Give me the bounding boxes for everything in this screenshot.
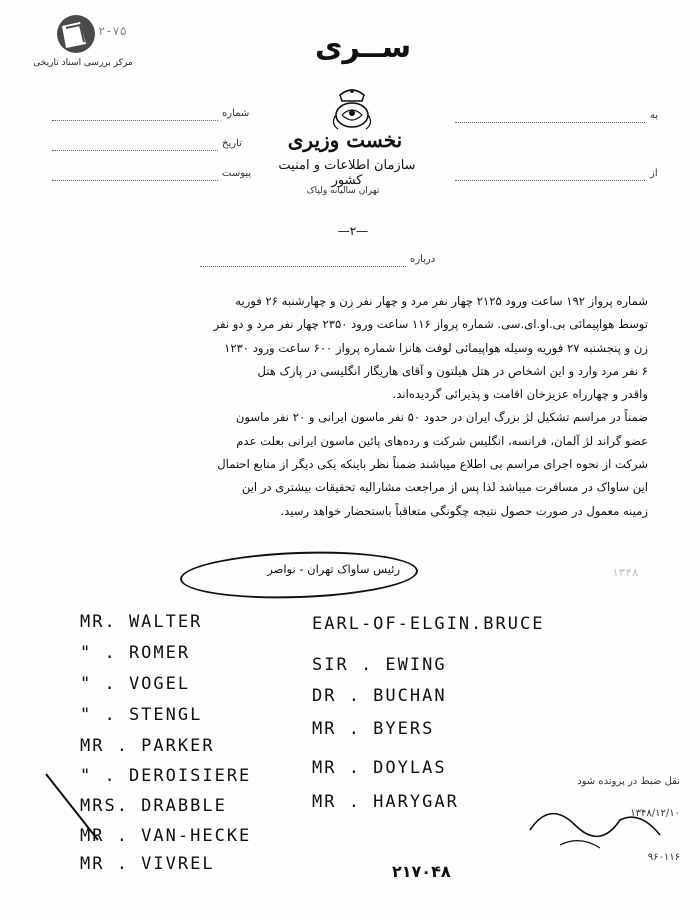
name-entry: MR . VIVREL: [80, 854, 215, 874]
name-entry: EARL-OF-ELGIN.BRUCE: [312, 614, 545, 634]
body-line: زمینه معمول در صورت حصول نتیجه چگونگی متعاقباً باستحضار خواهد رسید.: [280, 503, 648, 518]
organization-location: تهران سالیانه ولپاک: [306, 186, 380, 196]
name-entry: " . ROMER: [80, 643, 191, 663]
body-line: توسط هواپیمائی بی.او.ای.سی. شماره پرواز ۱۱۶ ساعت ورود ۲۳۵۰ چهار نفر مرد و دو نفر: [213, 317, 648, 332]
body-line: واقدر و چهارراه عزیزخان اقامت و پذیرائی گردیده‌اند.: [392, 387, 648, 402]
document-archive-logo: [52, 14, 100, 56]
date-field-label: تاریخ: [222, 138, 242, 149]
name-entry: MR . PARKER: [80, 736, 215, 756]
from-field-line: [455, 180, 645, 181]
document-number-stamp: ۲-۷۵: [98, 24, 127, 38]
name-entry: MR . DOYLAS: [312, 758, 447, 778]
name-entry: " . DEROISIERE: [80, 766, 252, 786]
organization-subtitle: سازمان اطلاعات و امنیت کشور: [278, 158, 416, 188]
number-field-label: شماره: [222, 108, 250, 119]
name-entry: DR . BUCHAN: [312, 686, 447, 706]
attachment-field-line: [52, 180, 218, 181]
name-entry: MR . HARYGAR: [312, 792, 459, 812]
faint-margin-note: ۱۳۴۸: [612, 566, 639, 579]
organization-title: نخست وزیری: [287, 128, 403, 152]
signature-text: رئیس ساواک تهران - نواصر: [267, 562, 400, 576]
name-entry: MR. WALTER: [80, 612, 203, 632]
number-field-line: [52, 120, 218, 121]
subject-field-line: [200, 266, 406, 267]
subject-field-label: درباره: [410, 254, 436, 265]
name-entry: SIR . EWING: [312, 655, 447, 675]
body-line: عضو گراند لژ آلمان، فرانسه، انگلیس شرکت و رده‌های پائین ماسون ایرانی بعلت عدم: [236, 433, 648, 448]
to-field-label: به: [650, 110, 659, 121]
body-line: شماره پرواز ۱۹۲ ساعت ورود ۲۱۲۵ چهار نفر مرد و چهار نفر زن و چهارشنبه ۲۶ فوریه: [235, 294, 648, 308]
body-line: شرکت از نحوه اجرای مراسم بی اطلاع میباشند ضمناً نظر باینکه یکی دیگر از منابع احتمال: [217, 457, 648, 472]
body-line: ۶ نفر مرد وارد و این اشخاص در هتل هیلتون و آقای هاریگار انگلیسی در پارک هتل: [257, 363, 648, 378]
letter-body: [58, 290, 648, 523]
archive-caption: مرکز بررسی اسناد تاریخی: [33, 58, 133, 68]
name-entry: MRS. DRABBLE: [80, 796, 227, 816]
from-field-label: از: [650, 168, 658, 179]
classification-label: ســری: [315, 30, 412, 65]
name-entry: " . VOGEL: [80, 674, 191, 694]
name-entry: MR . VAN-HECKE: [80, 826, 252, 846]
handwritten-signature: [520, 790, 690, 860]
lion-and-sun-crown-emblem: [322, 85, 382, 133]
marginal-note-line1: نقل ضبط در پرونده شود: [577, 776, 680, 787]
page-marker: —۲—: [337, 224, 369, 238]
body-line: ضمناً در مراسم تشکیل لژ بزرگ ایران در حدود ۵۰ نفر ماسون ایرانی و ۲۰ نفر ماسون: [235, 410, 648, 425]
name-entry: MR . BYERS: [312, 719, 435, 739]
date-field-line: [52, 150, 218, 151]
body-line: این ساواک در مسافرت میباشد لذا پس از مراجعت مشارالیه تحقیقات بیشتری در این: [241, 480, 648, 495]
marginal-note-line2: ۱۳۴۸/۱۲/۱۰: [630, 808, 680, 819]
pen-stroke-mark: [40, 770, 120, 850]
reference-number: ۲۱۷۰۴۸: [392, 862, 451, 881]
name-entry: " . STENGL: [80, 705, 203, 725]
to-field-line: [455, 122, 645, 123]
marginal-note-line3: ۹۶۰۱۱۶: [647, 852, 680, 863]
attachment-field-label: پیوست: [222, 168, 252, 179]
body-line: زن و پنجشنبه ۲۷ فوریه وسیله هواپیمائی لوفت هانزا شماره پرواز ۶۰۰ ساعت ورود ۱۲۳۰: [224, 340, 648, 355]
